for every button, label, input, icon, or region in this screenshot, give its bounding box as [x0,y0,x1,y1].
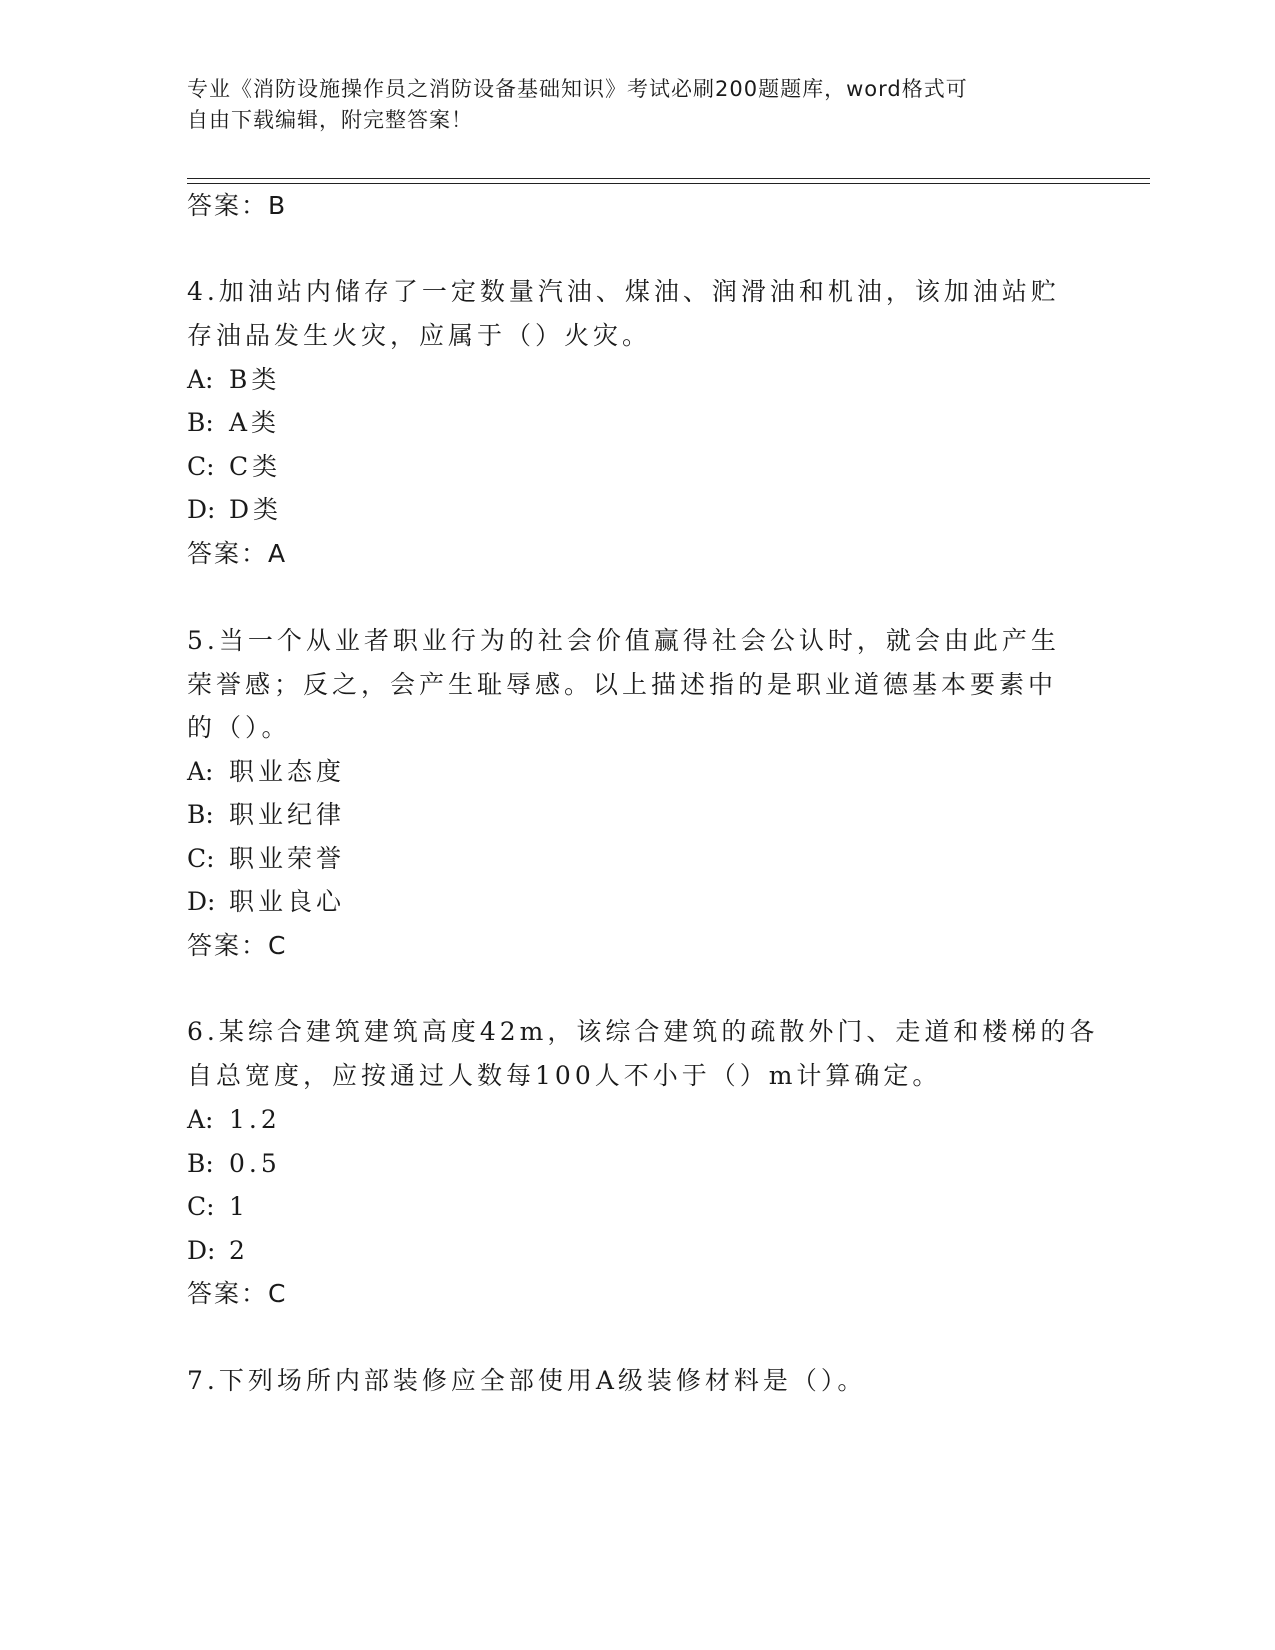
option-text: A类 [229,408,281,437]
answer-text: 答案：A [187,539,288,568]
option-label: A: [187,1105,214,1134]
option-c [187,843,345,875]
answer-text: 答案：B [187,191,288,220]
header-divider-top [187,178,1150,179]
option-label: C: [187,1192,215,1221]
option-text: 1.2 [229,1105,281,1134]
option-a [187,364,280,396]
answer-text: 答案：C [187,1279,288,1308]
option-b [187,799,345,831]
option-b [187,1148,281,1180]
question-6-line-2: 自总宽度，应按通过人数每100人不小于（）m计算确定。 [187,1061,942,1090]
option-label: B: [187,800,214,829]
option-text: B类 [229,365,281,394]
option-label: B: [187,408,214,437]
option-label: A: [187,757,214,786]
question-6-line-1: 6.某综合建筑建筑高度42m，该综合建筑的疏散外门、走道和楼梯的各 [187,1017,1099,1046]
option-b [187,407,280,439]
option-text: D类 [229,495,283,524]
option-d [187,1235,249,1267]
option-text: 0.5 [229,1149,281,1178]
option-text: 职业良心 [229,887,346,916]
header-divider-bottom [187,183,1150,184]
option-text: 2 [229,1236,249,1265]
option-label: C: [187,452,215,481]
option-label: D: [187,887,216,916]
option-label: D: [187,1236,216,1265]
question-4-line-1: 4.加油站内储存了一定数量汽油、煤油、润滑油和机油，该加油站贮 [187,277,1060,306]
option-text: 职业纪律 [229,800,346,829]
question-7-line-1: 7.下列场所内部装修应全部使用A级装修材料是（）。 [187,1366,867,1395]
option-label: A: [187,365,214,394]
option-label: B: [187,1149,214,1178]
option-c [187,451,281,483]
option-d [187,494,282,526]
question-5-line-1: 5.当一个从业者职业行为的社会价值赢得社会公认时，就会由此产生 [187,626,1060,655]
option-label: C: [187,844,215,873]
option-label: D: [187,495,216,524]
option-text: C类 [229,452,282,481]
option-c [187,1191,249,1223]
option-text: 1 [229,1192,249,1221]
question-4-line-2: 存油品发生火灾，应属于（）火灾。 [187,321,652,350]
option-a [187,756,345,788]
option-a [187,1104,281,1136]
question-5-line-3: 的（）。 [187,713,291,742]
option-text: 职业荣誉 [229,844,346,873]
header-line-1: 专业《消防设施操作员之消防设备基础知识》考试必刷200题题库，word格式可 [187,77,968,101]
document-header [187,74,1067,136]
option-d [187,886,345,918]
header-line-2: 自由下载编辑，附完整答案！ [187,108,473,132]
answer-text: 答案：C [187,931,288,960]
question-5-line-2: 荣誉感；反之，会产生耻辱感。以上描述指的是职业道德基本要素中 [187,670,1058,699]
option-text: 职业态度 [229,757,346,786]
